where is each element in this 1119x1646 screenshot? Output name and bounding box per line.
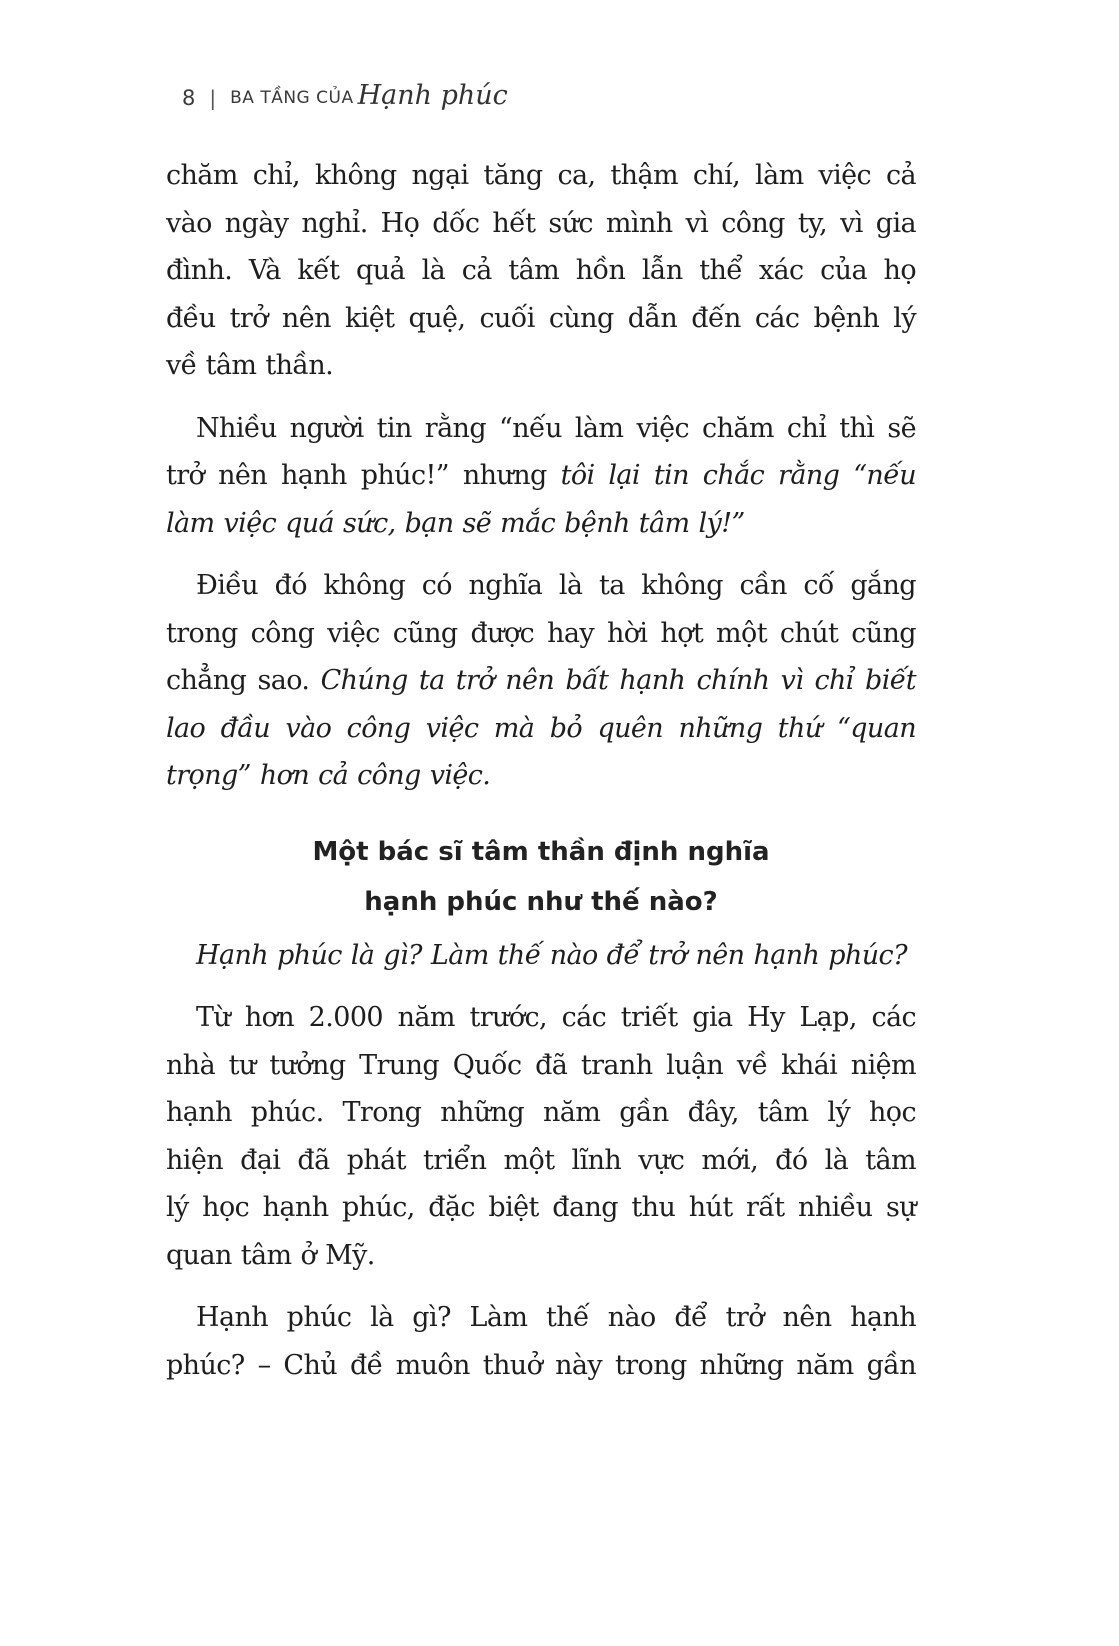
book-title-script: Hạnh phúc bbox=[357, 80, 508, 111]
text: vào ngày nghỉ. Họ dốc hết sức mình vì công ty, vì gia bbox=[166, 207, 916, 239]
text: đình. Và kết quả là cả tâm hồn lẫn thể xác của họ bbox=[166, 255, 916, 286]
page-number: 8 bbox=[182, 85, 196, 110]
text-line bbox=[166, 705, 916, 753]
text-line bbox=[166, 1137, 916, 1185]
text: Từ hơn 2.000 năm trước, các triết gia Hy Lạp, các bbox=[196, 1002, 916, 1033]
section-after-heading bbox=[166, 932, 916, 1390]
italic-text: lao đầu vào công việc mà bỏ quên những thứ “quan bbox=[166, 712, 916, 744]
text: Điều đó không có nghĩa là ta không cần cố gắng bbox=[196, 570, 916, 601]
text: quan tâm ở Mỹ. bbox=[166, 1239, 375, 1271]
section-heading bbox=[166, 827, 916, 927]
text-line bbox=[166, 752, 916, 800]
text-line bbox=[166, 452, 916, 500]
text-line bbox=[166, 562, 916, 610]
italic-text: tôi lại tin chắc rằng “nếu bbox=[560, 460, 916, 491]
text-line bbox=[166, 152, 916, 200]
text-line bbox=[166, 610, 916, 658]
text: đều trở nên kiệt quệ, cuối cùng dẫn đến các bệnh lý bbox=[166, 302, 916, 334]
header-separator: | bbox=[209, 85, 217, 110]
text-line bbox=[166, 994, 916, 1042]
heading-line: Một bác sĩ tâm thần định nghĩa bbox=[312, 836, 770, 867]
text-line bbox=[166, 342, 916, 390]
paragraph bbox=[166, 152, 916, 390]
text: về tâm thần. bbox=[166, 350, 334, 381]
text-line bbox=[166, 932, 916, 980]
paragraph bbox=[166, 405, 916, 548]
paragraph bbox=[166, 1294, 916, 1389]
paragraph bbox=[166, 994, 916, 1279]
text-line bbox=[166, 200, 916, 248]
italic-text: trọng” hơn cả công việc. bbox=[166, 760, 491, 791]
text-line bbox=[166, 405, 916, 453]
text: hiện đại đã phát triển một lĩnh vực mới, đó là tâm bbox=[166, 1144, 916, 1176]
text-line bbox=[166, 1089, 916, 1137]
italic-text: Hạnh phúc là gì? Làm thế nào để trở nên hạnh phúc? bbox=[196, 939, 907, 971]
heading-line: hạnh phúc như thế nào? bbox=[364, 886, 718, 917]
text: nhà tư tưởng Trung Quốc đã tranh luận về khái niệm bbox=[166, 1049, 916, 1081]
text: lý học hạnh phúc, đặc biệt đang thu hút rất nhiều sự bbox=[166, 1192, 916, 1223]
paragraph bbox=[166, 562, 916, 800]
text: Hạnh phúc là gì? Làm thế nào để trở nên hạnh bbox=[196, 1302, 916, 1333]
text-line bbox=[166, 500, 916, 548]
italic-text: làm việc quá sức, bạn sẽ mắc bệnh tâm lý!” bbox=[166, 507, 745, 539]
text-line bbox=[166, 657, 916, 705]
paragraph bbox=[166, 932, 916, 980]
text-line bbox=[166, 1184, 916, 1232]
text: trong công việc cũng được hay hời hợt một chút cũng bbox=[166, 617, 916, 649]
text: trở nên hạnh phúc!” nhưng bbox=[166, 460, 561, 491]
section-before-heading bbox=[166, 152, 916, 800]
text: chăm chỉ, không ngại tăng ca, thậm chí, làm việc cả bbox=[166, 160, 916, 191]
running-header bbox=[182, 82, 508, 113]
book-title: BA TẦNG CỦA bbox=[230, 87, 354, 108]
italic-text: Chúng ta trở nên bất hạnh chính vì chỉ biết bbox=[320, 665, 916, 696]
text-line bbox=[166, 1342, 916, 1390]
text-line bbox=[166, 1042, 916, 1090]
text-line bbox=[166, 247, 916, 295]
text-line bbox=[166, 1232, 916, 1280]
text-line bbox=[166, 295, 916, 343]
text-line bbox=[166, 1294, 916, 1342]
text: Nhiều người tin rằng “nếu làm việc chăm chỉ thì sẽ bbox=[196, 412, 916, 444]
text: phúc? – Chủ đề muôn thuở này trong những năm gần bbox=[166, 1349, 916, 1381]
text: hạnh phúc. Trong những năm gần đây, tâm lý học bbox=[166, 1097, 916, 1128]
text: chẳng sao. bbox=[166, 665, 321, 696]
page-body bbox=[166, 152, 916, 1404]
